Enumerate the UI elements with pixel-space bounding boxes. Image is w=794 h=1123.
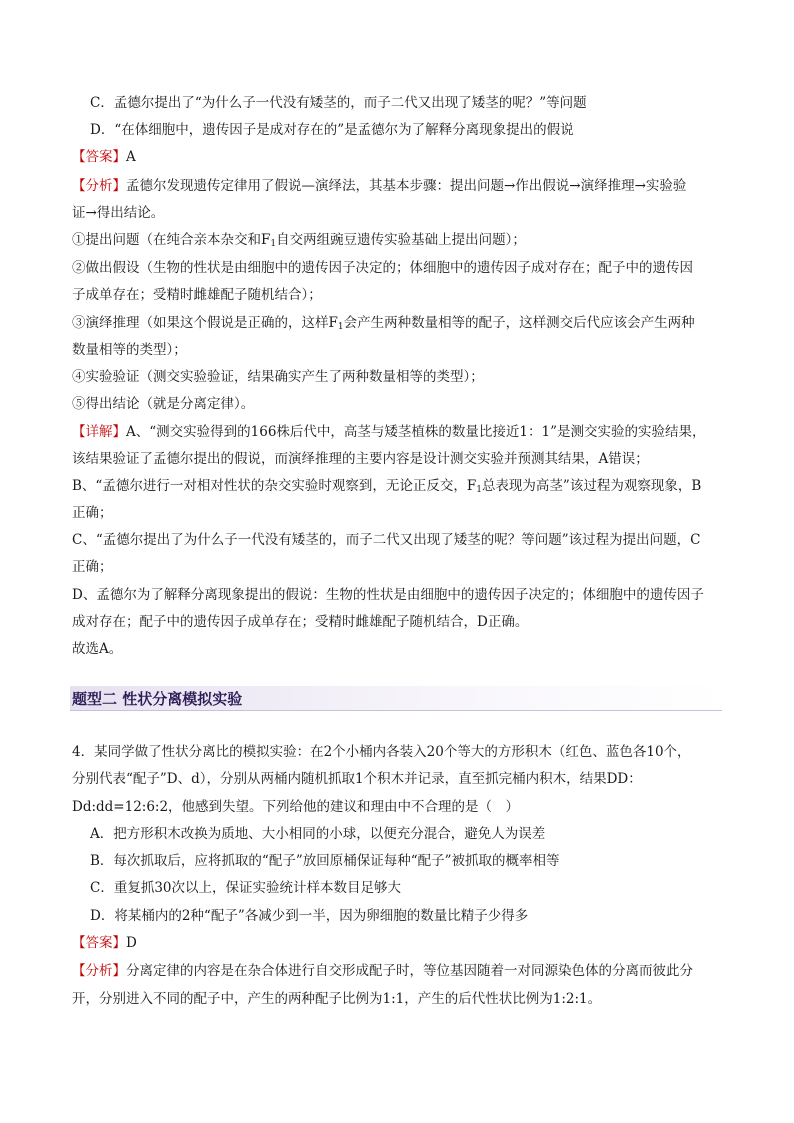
q4-option-a: A．把方形积木改换为质地、大小相同的小球，以便充分混合，避免人为误差 [90, 826, 546, 842]
q4-option-b: B．每次抓取后，应将抓取的“配子”放回原桶保证每种“配子”被抓取的概率相等 [90, 853, 560, 869]
section-heading [70, 686, 722, 711]
q3-step-4: ④实验验证（测交实验验证，结果确实产生了两种数量相等的类型）； [72, 369, 484, 385]
q3-step-2-line-1: ②做出假设（生物的性状是由细胞中的遗传因子决定的；体细胞中的遗传因子成对存在；配子中的遗传因 [72, 260, 693, 276]
analysis-tag: 【分析】 [72, 963, 126, 979]
detail-tag: 【详解】 [72, 424, 126, 440]
q3-answer [72, 147, 724, 167]
q3-option-c: C．孟德尔提出了“为什么子一代没有矮茎的，而子二代又出现了矮茎的呢？”等问题 [90, 95, 587, 111]
q3-detail-line-5: C、“孟德尔提出了为什么子一代没有矮茎的，而子二代又出现了矮茎的呢？等问题”该过程为提出问题，C [72, 532, 701, 548]
q3-option-d: D．“在体细胞中，遗传因子是成对存在的”是孟德尔为了解释分离现象提出的假说 [90, 122, 574, 138]
q4-answer [72, 933, 724, 953]
analysis-tag: 【分析】 [72, 178, 126, 194]
section-title: 题型二 性状分离模拟实验 [72, 690, 243, 708]
answer-value: A [126, 149, 136, 165]
q4-stem-line-2: 分别代表“配子”D、d），分别从两桶内随机抓取1个积木并记录，直至抓完桶内积木，结果DD： [72, 771, 642, 787]
q3-detail-line-6: 正确； [72, 559, 113, 575]
analysis-text: 孟德尔发现遗传定律用了假说—演绎法，其基本步骤：提出问题→作出假说→演绎推理→实验验 [126, 178, 687, 194]
q3-step-5: ⑤得出结论（就是分离定律）。 [72, 396, 255, 412]
q3-step-2-line-2: 子成单存在；受精时雌雄配子随机结合）； [72, 287, 322, 303]
q3-analysis-line-1 [72, 176, 724, 196]
q3-step-3-line-1: ③演绎推理（如果这个假说是正确的，这样$F_1$会产生两种数量相等的配子，这样测交后代应该会产生两种 [72, 315, 695, 332]
q3-detail-line-8: 成对存在；配子中的遗传因子成单存在；受精时雌雄配子随机结合，D正确。 [72, 614, 529, 630]
q3-detail-line-1: 【详解】A、“测交实验得到的166株后代中，高茎与矮茎植株的数量比接近1：1”是测交实验的实验结果， [72, 424, 706, 440]
q4-option-c: C．重复抓30次以上，保证实验统计样本数目足够大 [90, 880, 402, 896]
q3-conclusion: 故选A。 [72, 641, 123, 657]
answer-tag: 【答案】 [72, 935, 126, 951]
q4-analysis-line-1: 【分析】分离定律的内容是在杂合体进行自交形成配子时，等位基因随着一对同源染色体的分离而彼此分 [72, 963, 693, 979]
q3-step-3-line-2: 数量相等的类型）； [72, 342, 187, 358]
q4-option-d: D．将某桶内的2种“配子”各减少到一半，因为卵细胞的数量比精子少得多 [90, 908, 529, 924]
q3-detail-line-4: 正确； [72, 505, 113, 521]
q4-stem-line-1: 4．某同学做了性状分离比的模拟实验：在2个小桶内各装入20个等大的方形积木（红色、蓝色各10个， [72, 744, 691, 760]
answer-tag: 【答案】 [72, 149, 126, 165]
q3-detail-line-2: 该结果验证了孟德尔提出的假说，而演绎推理的主要内容是设计测交实验并预测其结果，A错误； [72, 451, 649, 467]
q4-analysis-line-2: 开，分别进入不同的配子中，产生的两种配子比例为1:1，产生的后代性状比例为1:2:1。 [72, 991, 602, 1007]
q4-stem-line-3: Dd:dd=12:6:2，他感到失望。下列给他的建议和理由中不合理的是（ ） [72, 799, 520, 815]
answer-value: D [126, 935, 137, 951]
q3-detail-line-7: D、孟德尔为了解释分离现象提出的假说：生物的性状是由细胞中的遗传因子决定的；体细胞中的遗传因子 [72, 587, 704, 603]
q3-step-1: ①提出问题（在纯合亲本杂交和$F_1$自交两组豌豆遗传实验基础上提出问题）； [72, 232, 526, 249]
q3-analysis-line-2: 证→得出结论。 [72, 205, 165, 221]
q3-detail-line-3: B、“孟德尔进行一对相对性状的杂交实验时观察到，无论正反交，$F_1$总表现为高茎”该过程为观察现象，B [72, 478, 702, 495]
